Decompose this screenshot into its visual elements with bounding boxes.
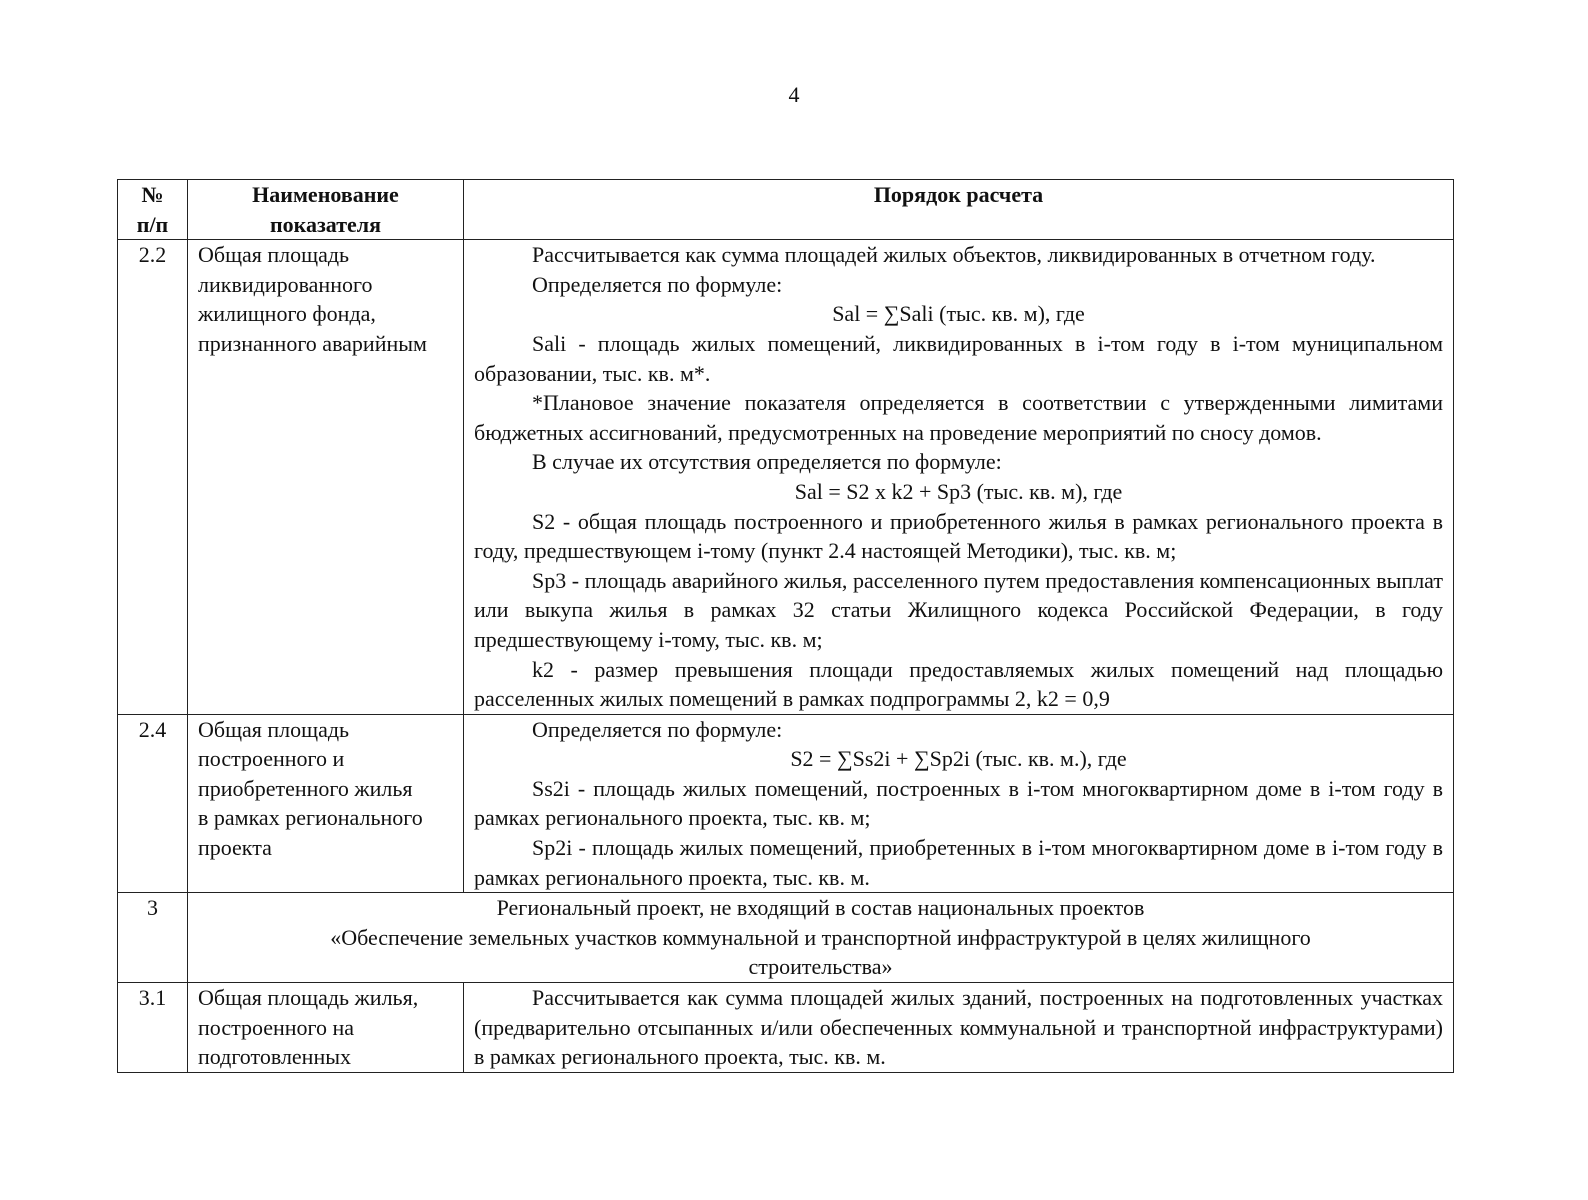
calculation-text: [464, 714, 1454, 893]
paragraph: Рассчитывается как сумма площадей жилых зданий, построенных на подготовленных участках (предварительно отсыпанных и/или обеспеченных коммунальной и транспортной инфраструктурами) в рамках регионального проекта, тыс. кв. м.: [474, 985, 1443, 1070]
paragraph: Рассчитывается как сумма площадей жилых объектов, ликвидированных в отчетном году.: [532, 242, 1376, 268]
indicator-name: Общая площадь ликвидированного жилищного фонда, признанного аварийным: [188, 240, 464, 715]
calculation-text: [464, 983, 1454, 1073]
indicator-name: Общая площадь построенного и приобретенного жилья в рамках регионального проекта: [188, 714, 464, 893]
paragraph: Sali - площадь жилых помещений, ликвидированных в i-том году в i-том муниципальном образовании, тыс. кв. м*.: [474, 330, 1443, 386]
row-number: 3.1: [118, 983, 188, 1073]
section-number: 3: [118, 893, 188, 983]
formula: S2 = ∑Ss2i + ∑Sp2i (тыс. кв. м.), где: [790, 746, 1127, 772]
paragraph: Определяется по формуле:: [532, 716, 783, 742]
indicator-name: Общая площадь жилья, построенного на подготовленных: [188, 983, 464, 1073]
paragraph: Sp2i - площадь жилых помещений, приобретенных в i-том многоквартирном доме в i-том году в рамках регионального проекта, тыс. кв. м.: [474, 835, 1443, 890]
page-number: 4: [788, 82, 800, 107]
paragraph: Определяется по формуле:: [532, 271, 783, 297]
calculation-text: [464, 240, 1454, 715]
methodology-table: [117, 179, 1454, 1073]
paragraph: Ss2i - площадь жилых помещений, построенных в i-том многоквартирном доме в i-том году в рамках регионального проекта, тыс. кв. м;: [474, 775, 1443, 831]
table-header-row: [118, 180, 1454, 240]
paragraph: k2 - размер превышения площади предоставляемых жилых помещений над площадью расселенных жилых помещений в рамках подпрограммы 2, k2 = 0,9: [474, 656, 1443, 712]
section-title: Региональный проект, не входящий в состав национальных проектов «Обеспечение земельных участков коммунальной и транспортной инфраструктурой в целях жилищного строительства»: [188, 893, 1454, 983]
header-number: № п/п: [118, 180, 188, 240]
formula: Sal = ∑Sali (тыс. кв. м), где: [832, 301, 1085, 327]
paragraph: *Плановое значение показателя определяется в соответствии с утвержденными лимитами бюджетных ассигнований, предусмотренных на проведение мероприятий по сносу домов.: [474, 390, 1443, 445]
row-number: 2.4: [118, 714, 188, 893]
header-calculation: Порядок расчета: [464, 180, 1454, 240]
paragraph: В случае их отсутствия определяется по формуле:: [532, 449, 1002, 475]
formula: Sal = S2 x k2 + Sp3 (тыс. кв. м), где: [794, 478, 1123, 504]
row-number: 2.2: [118, 240, 188, 715]
table-row-2-4: [118, 714, 1454, 893]
table-row-3-1: [118, 983, 1454, 1073]
table-section-row-3: [118, 893, 1454, 983]
paragraph: S2 - общая площадь построенного и приобретенного жилья в рамках регионального проекта в году, предшествующем i-тому (пункт 2.4 настоящей Методики), тыс. кв. м;: [474, 508, 1443, 564]
table-row-2-2: [118, 240, 1454, 715]
paragraph: Sp3 - площадь аварийного жилья, расселенного путем предоставления компенсационных выплат или выкупа жилья в рамках 32 статьи Жилищного кодекса Российской Федерации, в году предшествующему i-тому, тыс. кв. м;: [474, 567, 1443, 652]
header-indicator-name: Наименование показателя: [188, 180, 464, 240]
